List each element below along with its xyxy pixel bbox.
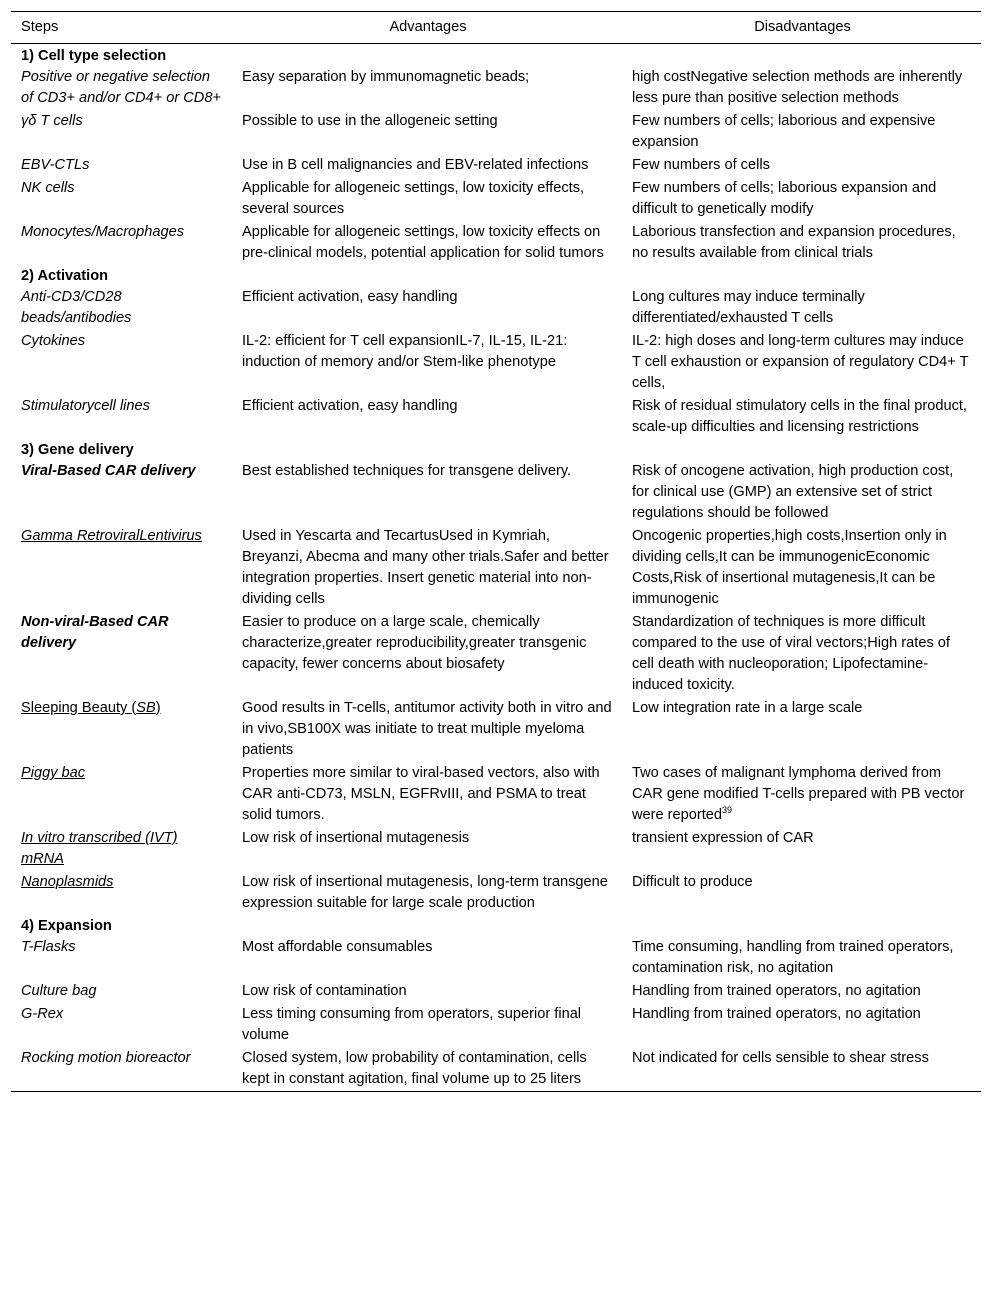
advantages-cell: Used in Yescarta and TecartusUsed in Kymriah, Breyanzi, Abecma and many other trials.Safer and better integration properties. Insert genetic material into non-dividing cells [242, 528, 609, 607]
table-row [11, 396, 981, 440]
step-text-plain: Sleeping Beauty ( [21, 700, 137, 716]
reference-superscript: 39 [722, 805, 733, 816]
section-expansion: 4) Expansion [21, 918, 112, 934]
table-row [11, 763, 981, 828]
disadvantages-cell: Handling from trained operators, no agitation [632, 1006, 921, 1022]
header-disadvantages: Disadvantages [622, 12, 981, 44]
disadvantages-cell: IL-2: high doses and long-term cultures may induce T cell exhaustion or expansion of regulatory CD4+ T cells, [632, 333, 969, 391]
section-row [11, 916, 981, 937]
disadvantages-cell: Few numbers of cells; laborious expansion and difficult to genetically modify [632, 180, 937, 217]
advantages-cell: Applicable for allogeneic settings, low toxicity effects on pre-clinical models, potential application for solid tumors [242, 224, 604, 261]
table-row [11, 461, 981, 526]
disadvantages-cell: Low integration rate in a large scale [632, 700, 863, 716]
step-cell [11, 698, 232, 763]
disadvantages-cell: transient expression of CAR [632, 830, 814, 846]
disadvantages-cell: Time consuming, handling from trained operators, contamination risk, no agitation [632, 939, 954, 976]
step-cell [11, 526, 232, 612]
step-cell [11, 763, 232, 828]
header-steps: Steps [11, 12, 232, 44]
step-cell: Rocking motion bioreactor [11, 1048, 232, 1092]
step-cell: Positive or negative selection of CD3+ and/or CD4+ or CD8+ [21, 69, 221, 106]
table-row [11, 1004, 981, 1048]
step-cell: γδ T cells [21, 113, 83, 129]
disadvantages-cell: Risk of residual stimulatory cells in the final product, scale-up difficulties and licensing restrictions [632, 398, 967, 435]
section-row [11, 44, 981, 68]
table-row [11, 287, 981, 331]
header-row [11, 12, 981, 44]
table-row [11, 155, 981, 178]
table-row [11, 178, 981, 222]
advantages-cell: Closed system, low probability of contamination, cells kept in constant agitation, final volume up to 25 liters [232, 1048, 622, 1092]
disadvantages-cell: Difficult to produce [632, 874, 753, 890]
header-advantages: Advantages [232, 12, 622, 44]
table-row [11, 698, 981, 763]
table-row [11, 111, 981, 155]
advantages-cell: Low risk of insertional mutagenesis, long-term transgene expression suitable for large scale production [242, 874, 608, 911]
table-row [11, 828, 981, 872]
section-cell-selection: 1) Cell type selection [21, 48, 167, 64]
disadvantages-cell: Few numbers of cells [632, 157, 770, 173]
step-cell: G-Rex [21, 1006, 64, 1022]
step-cell: Cytokines [21, 333, 86, 349]
section-activation: 2) Activation [21, 268, 109, 284]
advantages-cell: Applicable for allogeneic settings, low toxicity effects, several sources [242, 180, 585, 217]
advantages-cell: Less timing consuming from operators, superior final volume [242, 1006, 582, 1043]
table-row [11, 612, 981, 698]
step-text [21, 700, 161, 716]
section-row [11, 440, 981, 461]
step-link-text: In vitro transcribed (IVT) mRNA [21, 830, 178, 867]
car-t-manufacturing-table [11, 11, 981, 1092]
advantages-cell: Efficient activation, easy handling [242, 289, 458, 305]
table-row [11, 331, 981, 396]
advantages-cell: Possible to use in the allogeneic setting [242, 113, 498, 129]
step-text-abbr: SB [136, 700, 156, 716]
step-cell: Stimulatorycell lines [21, 398, 150, 414]
disadvantages-cell: high costNegative selection methods are inherently less pure than positive selection methods [632, 69, 963, 106]
step-link-text: Piggy bac [21, 765, 86, 781]
step-link-text: Gamma RetroviralLentivirus [21, 528, 202, 544]
disadvantages-cell: Risk of oncogene activation, high production cost, for clinical use (GMP) an extensive set of strict regulations should be followed [632, 463, 954, 521]
step-text-close: ) [155, 700, 161, 716]
advantages-cell: Low risk of contamination [242, 983, 407, 999]
step-link-text: Nanoplasmids [21, 874, 114, 890]
advantages-cell: Good results in T-cells, antitumor activity both in vitro and in vivo,SB100X was initiate to treat multiple myeloma patients [242, 700, 612, 758]
advantages-cell: Use in B cell malignancies and EBV-related infections [242, 157, 589, 173]
advantages-cell: IL-2: efficient for T cell expansionIL-7, IL-15, IL-21: induction of memory and/or Stem-like phenotype [242, 333, 568, 370]
step-cell: Culture bag [21, 983, 97, 999]
table-row [11, 981, 981, 1004]
disadvantages-cell: Long cultures may induce terminally differentiated/exhausted T cells [632, 289, 865, 326]
disadvantages-cell: Oncogenic properties,high costs,Insertion only in dividing cells,It can be immunogenicEconomic Costs,Risk of insertional mutagenesis,It can be immunogenic [632, 528, 947, 607]
disadvantages-cell [622, 763, 981, 828]
section-row [11, 266, 981, 287]
table-row [11, 1048, 981, 1092]
table-row [11, 937, 981, 981]
disadvantages-cell: Standardization of techniques is more difficult compared to the use of viral vectors;High rates of cell death with nucleoporation; Lipofectamine-induced toxicity. [632, 614, 950, 693]
step-cell: T-Flasks [21, 939, 76, 955]
step-cell: Monocytes/Macrophages [21, 224, 185, 240]
step-cell: Non-viral-Based CAR delivery [21, 614, 169, 651]
disadvantages-text: Two cases of malignant lymphoma derived from CAR gene modified T-cells prepared with PB vector were reported [632, 765, 965, 823]
table-row [11, 526, 981, 612]
disadvantages-cell: Laborious transfection and expansion procedures, no results available from clinical trials [632, 224, 956, 261]
table-row [11, 67, 981, 111]
step-cell: Anti-CD3/CD28 beads/antibodies [21, 289, 132, 326]
disadvantages-cell: Few numbers of cells; laborious and expensive expansion [632, 113, 936, 150]
disadvantages-cell: Handling from trained operators, no agitation [632, 983, 921, 999]
advantages-cell: Easier to produce on a large scale, chemically characterize,greater reproducibility,greater transgenic capacity, fewer concerns about biosafety [242, 614, 587, 672]
advantages-cell: Best established techniques for transgene delivery. [242, 463, 572, 479]
advantages-cell: Low risk of insertional mutagenesis [242, 830, 470, 846]
disadvantages-cell: Not indicated for cells sensible to shear stress [622, 1048, 981, 1092]
step-cell: Viral-Based CAR delivery [21, 463, 196, 479]
section-gene-delivery: 3) Gene delivery [21, 442, 134, 458]
advantages-cell: Properties more similar to viral-based vectors, also with CAR anti-CD73, MSLN, EGFRvIII, and PSMA to treat solid tumors. [242, 765, 600, 823]
step-cell [11, 828, 232, 872]
step-cell [11, 872, 232, 916]
table-row [11, 222, 981, 266]
table-row [11, 872, 981, 916]
step-cell: NK cells [21, 180, 75, 196]
advantages-cell: Efficient activation, easy handling [242, 398, 458, 414]
advantages-cell: Easy separation by immunomagnetic beads; [242, 69, 530, 85]
advantages-cell: Most affordable consumables [242, 939, 433, 955]
step-cell: EBV-CTLs [21, 157, 90, 173]
